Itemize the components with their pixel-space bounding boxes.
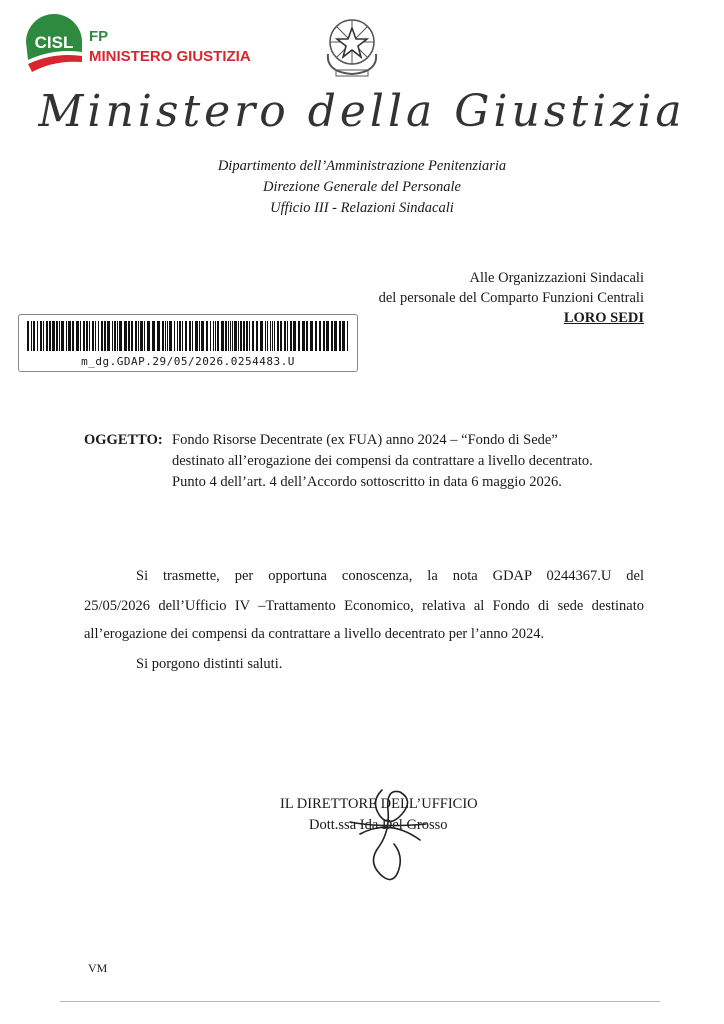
body-line-1: Si trasmette, per opportuna conoscenza, la nota GDAP 0244367.U del (136, 568, 644, 584)
department-line-2: Direzione Generale del Personale (263, 179, 461, 195)
barcode-icon (27, 321, 349, 357)
protocol-code: m_dg.GDAP.29/05/2026.0254483.U (81, 355, 295, 368)
signature-title: IL DIRETTORE DELL’UFFICIO (280, 796, 478, 812)
body-line-3: all’erogazione dei compensi da contrattare a livello decentrato per l’anno 2024. (84, 626, 545, 642)
body-line-2: 25/05/2026 dell’Ufficio IV –Trattamento Economico, relativa al Fondo di sede destinato (84, 598, 644, 614)
protocol-barcode-sticker (18, 314, 358, 372)
closing-line: Si porgono distinti saluti. (136, 656, 283, 672)
italian-republic-emblem-icon (322, 14, 382, 80)
department-line-1: Dipartimento dell’Amministrazione Penitenziaria (217, 158, 507, 174)
department-line-3: Ufficio III - Relazioni Sindacali (270, 200, 454, 216)
addressee-line-1: Alle Organizzazioni Sindacali (469, 270, 644, 286)
subject-label: OGGETTO: (84, 432, 163, 448)
addressee-line-3: LORO SEDI (563, 310, 644, 326)
cisl-fp-label: FP (89, 28, 109, 45)
ministry-title: Ministero della Giustizia (38, 86, 686, 137)
handwritten-signature-icon (330, 782, 440, 892)
addressee-line-2: del personale del Comparto Funzioni Centrali (378, 290, 644, 306)
signature-name: Dott.ssa Ida Del Grosso (309, 817, 448, 833)
cisl-subtitle: MINISTERO GIUSTIZIA (89, 48, 251, 65)
author-initials: VM (88, 961, 108, 975)
page-bottom-divider (60, 1001, 660, 1002)
subject-line-2: destinato all’erogazione dei compensi da contrattare a livello decentrato. (172, 453, 593, 469)
cisl-logo-text: CISL (34, 33, 74, 52)
subject-line-1: Fondo Risorse Decentrate (ex FUA) anno 2024 – “Fondo di Sede” (172, 432, 558, 448)
cisl-logo-icon (24, 12, 84, 74)
subject-line-3: Punto 4 dell’art. 4 dell’Accordo sottoscritto in data 6 maggio 2026. (172, 474, 562, 490)
